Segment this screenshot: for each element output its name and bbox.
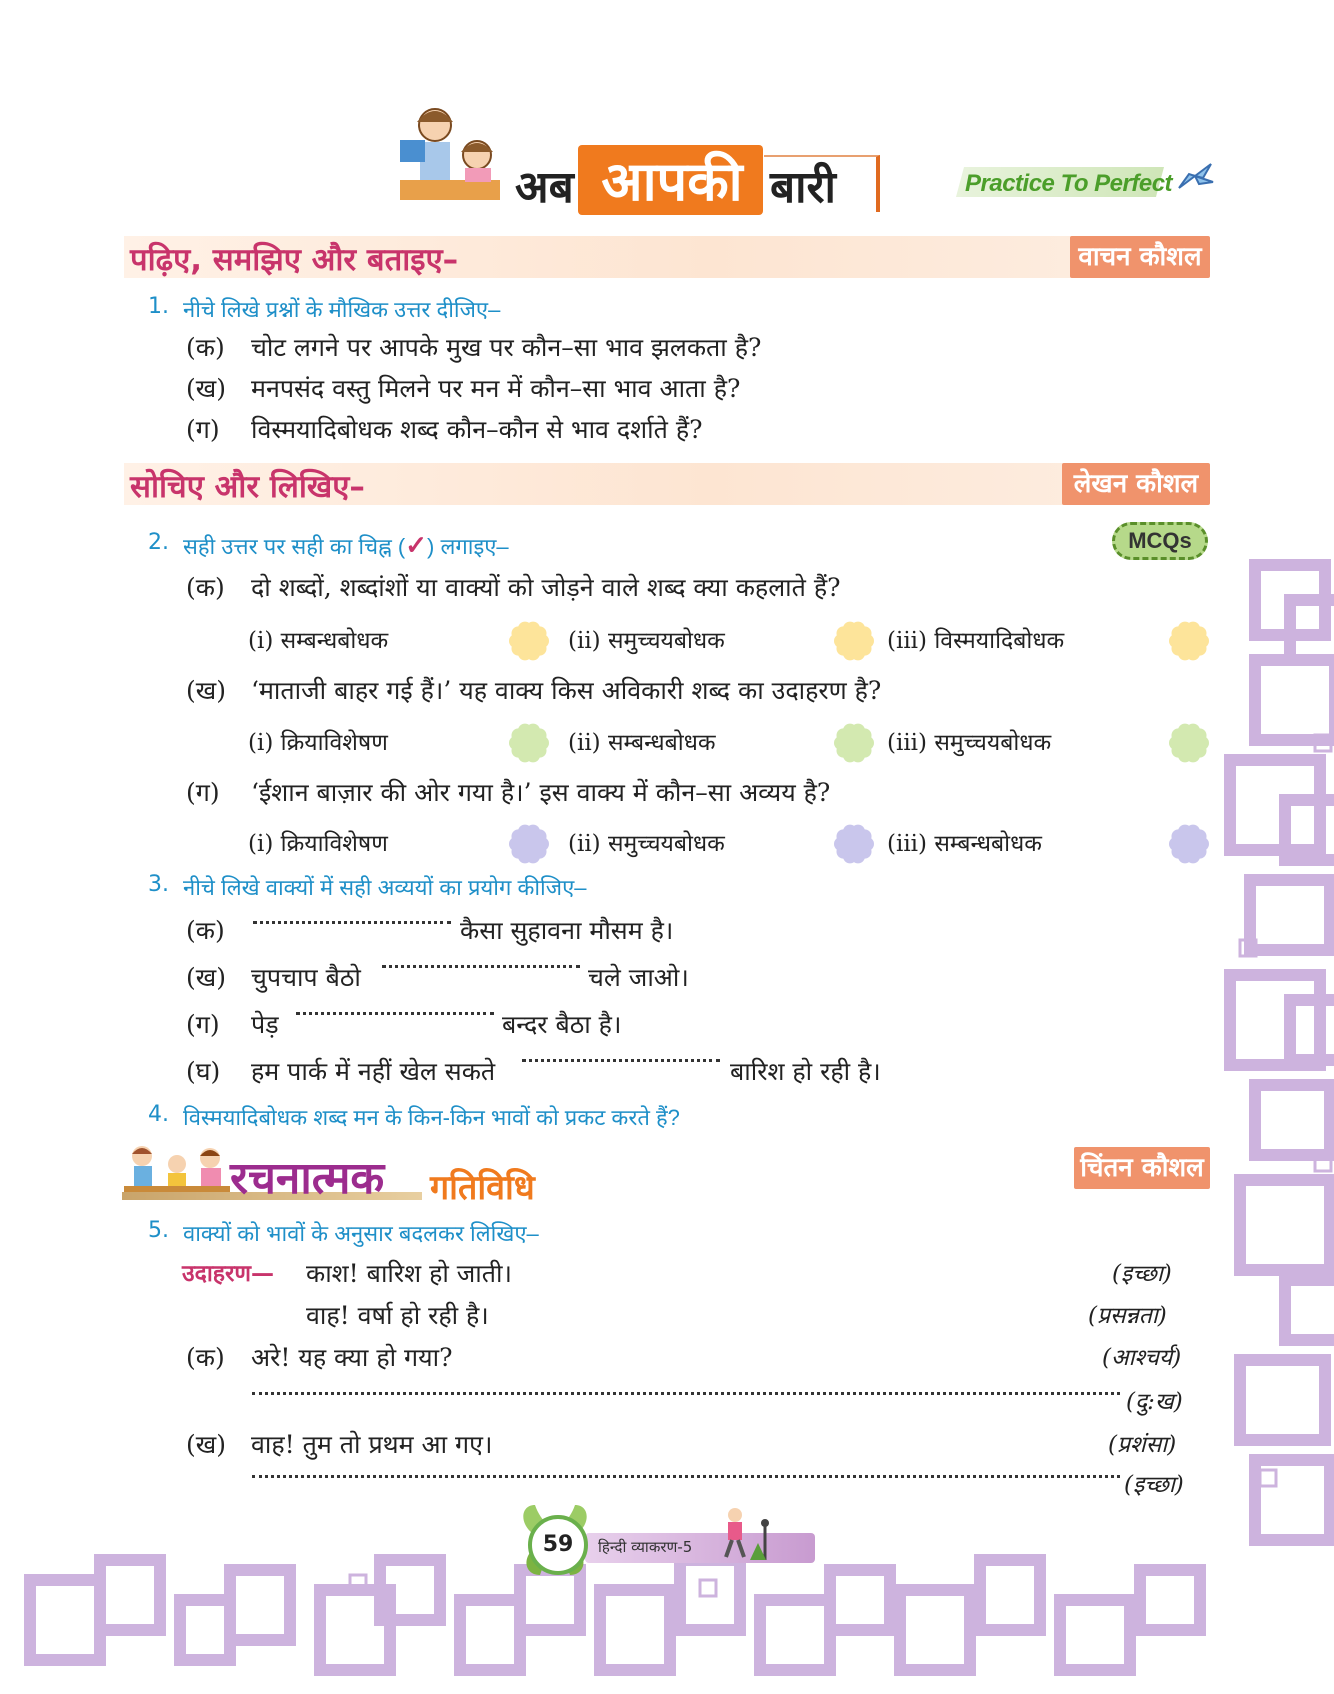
option-text: (i) क्रियाविशेषण — [248, 831, 388, 857]
emotion-hint: (दु:ख) — [1126, 1389, 1183, 1415]
answer-line[interactable] — [252, 1392, 1120, 1395]
emotion-hint: (आश्चर्य) — [1102, 1345, 1182, 1371]
question-text: नीचे लिखे प्रश्नों के मौखिक उत्तर दीजिए– — [183, 297, 501, 322]
item-label: (क) — [186, 1343, 225, 1372]
option-text: (ii) सम्बन्धबोधक — [568, 730, 716, 756]
tick-icon: ✓ — [405, 530, 427, 560]
answer-choice-checkbox[interactable] — [833, 722, 875, 764]
item-text: दो शब्दों, शब्दांशों या वाक्यों को जोड़ने वाले शब्द क्या कहलाते हैं? — [251, 573, 841, 602]
answer-line[interactable] — [252, 1475, 1120, 1478]
book-title: हिन्दी व्याकरण-5 — [598, 1538, 693, 1556]
example-text: वाह! वर्षा हो रही है। — [306, 1301, 489, 1330]
blank-line[interactable] — [382, 965, 580, 968]
item-text: अरे! यह क्या हो गया? — [251, 1343, 453, 1372]
item-label: (घ) — [186, 1057, 221, 1086]
question-text-part: सही उत्तर पर सही का चिह्न ( — [183, 534, 406, 559]
answer-choice-checkbox[interactable] — [1168, 620, 1210, 662]
banner-word-apki: आपकी — [601, 150, 743, 213]
item-text: ‘माताजी बाहर गई हैं।’ यह वाक्य किस अविकारी शब्द का उदाहरण है? — [251, 676, 882, 705]
option-text: (iii) सम्बन्धबोधक — [887, 831, 1042, 857]
item-text: मनपसंद वस्तु मिलने पर मन में कौन–सा भाव आता है? — [251, 374, 741, 403]
question-number: 3. — [148, 872, 169, 897]
question-number: 1. — [148, 294, 169, 319]
skill-badge-writing: लेखन कौशल — [1062, 463, 1210, 505]
answer-choice-checkbox[interactable] — [833, 823, 875, 865]
answer-choice-checkbox[interactable] — [508, 823, 550, 865]
boy-walking-icon — [710, 1505, 780, 1565]
section-title-creative: रचनात्मक — [230, 1153, 385, 1204]
page-number: 59 — [528, 1515, 588, 1575]
emotion-hint: (इच्छा) — [1112, 1261, 1172, 1287]
item-label: (क) — [186, 573, 225, 602]
option-text: (ii) समुच्चयबोधक — [568, 628, 725, 654]
answer-choice-checkbox[interactable] — [1168, 823, 1210, 865]
answer-choice-checkbox[interactable] — [1168, 722, 1210, 764]
item-text: ‘ईशान बाज़ार की ओर गया है।’ इस वाक्य में कौन–सा अव्यय है? — [251, 778, 831, 807]
item-label: (ख) — [186, 1430, 226, 1459]
item-text: चोट लगने पर आपके मुख पर कौन–सा भाव झलकता है? — [251, 333, 762, 362]
question-number: 4. — [148, 1102, 169, 1127]
section-title-activity: गतिविधि — [430, 1168, 535, 1208]
item-label: (क) — [186, 333, 225, 362]
blank-line[interactable] — [296, 1012, 494, 1015]
item-text: बारिश हो रही है। — [730, 1057, 881, 1086]
item-text: वाह! तुम तो प्रथम आ गए। — [251, 1430, 493, 1459]
emotion-hint: (प्रसन्नता) — [1088, 1303, 1167, 1329]
kids-illustration — [395, 100, 510, 215]
blank-line[interactable] — [253, 921, 451, 924]
question-text: विस्मयादिबोधक शब्द मन के किन-किन भावों को प्रकट करते हैं? — [183, 1105, 680, 1130]
blank-line[interactable] — [522, 1059, 720, 1062]
item-label: (ख) — [186, 676, 226, 705]
item-label: (ग) — [186, 778, 220, 807]
question-number: 2. — [148, 530, 169, 555]
item-label: (क) — [186, 916, 225, 945]
option-text: (iii) समुच्चयबोधक — [887, 730, 1052, 756]
skill-badge-thinking: चिंतन कौशल — [1074, 1147, 1210, 1189]
flower-icon — [1175, 158, 1215, 194]
question-text: नीचे लिखे वाक्यों में सही अव्ययों का प्रयोग कीजिए– — [183, 875, 587, 900]
option-text: (i) सम्बन्धबोधक — [248, 628, 389, 654]
answer-choice-checkbox[interactable] — [508, 722, 550, 764]
option-text: (iii) विस्मयादिबोधक — [887, 628, 1065, 654]
item-text: बन्दर बैठा है। — [502, 1010, 622, 1039]
practice-to-perfect: Practice To Perfect — [965, 170, 1173, 197]
banner-word-bari: बारी — [770, 162, 836, 213]
answer-choice-checkbox[interactable] — [508, 620, 550, 662]
mcq-badge: MCQs — [1112, 522, 1208, 560]
item-text: कैसा सुहावना मौसम है। — [460, 916, 674, 945]
emotion-hint: (इच्छा) — [1124, 1472, 1184, 1498]
item-label: (ग) — [186, 415, 220, 444]
emotion-hint: (प्रशंसा) — [1108, 1432, 1177, 1458]
option-text: (i) क्रियाविशेषण — [248, 730, 388, 756]
item-text: चुपचाप बैठो — [251, 963, 361, 992]
item-text: विस्मयादिबोधक शब्द कौन–कौन से भाव दर्शाते हैं? — [251, 415, 703, 444]
item-label: (ख) — [186, 963, 226, 992]
banner-word-ab: अब — [515, 162, 574, 213]
item-text: पेड़ — [251, 1010, 279, 1039]
question-text-part: ) लगाइए– — [427, 534, 509, 559]
item-text: चले जाओ। — [588, 963, 689, 992]
skill-badge-reading: वाचन कौशल — [1070, 236, 1210, 278]
item-label: (ग) — [186, 1010, 220, 1039]
item-label: (ख) — [186, 374, 226, 403]
option-text: (ii) समुच्चयबोधक — [568, 831, 725, 857]
section-title-read: पढ़िए, समझिए और बताइए– — [130, 242, 459, 278]
question-text: वाक्यों को भावों के अनुसार बदलकर लिखिए– — [183, 1221, 539, 1246]
question-number: 5. — [148, 1218, 169, 1243]
answer-choice-checkbox[interactable] — [833, 620, 875, 662]
item-text: हम पार्क में नहीं खेल सकते — [251, 1057, 496, 1086]
example-text: काश! बारिश हो जाती। — [306, 1259, 512, 1288]
section-title-write: सोचिए और लिखिए– — [130, 469, 365, 505]
example-label: उदाहरण— — [182, 1261, 275, 1287]
question-text — [183, 530, 509, 561]
